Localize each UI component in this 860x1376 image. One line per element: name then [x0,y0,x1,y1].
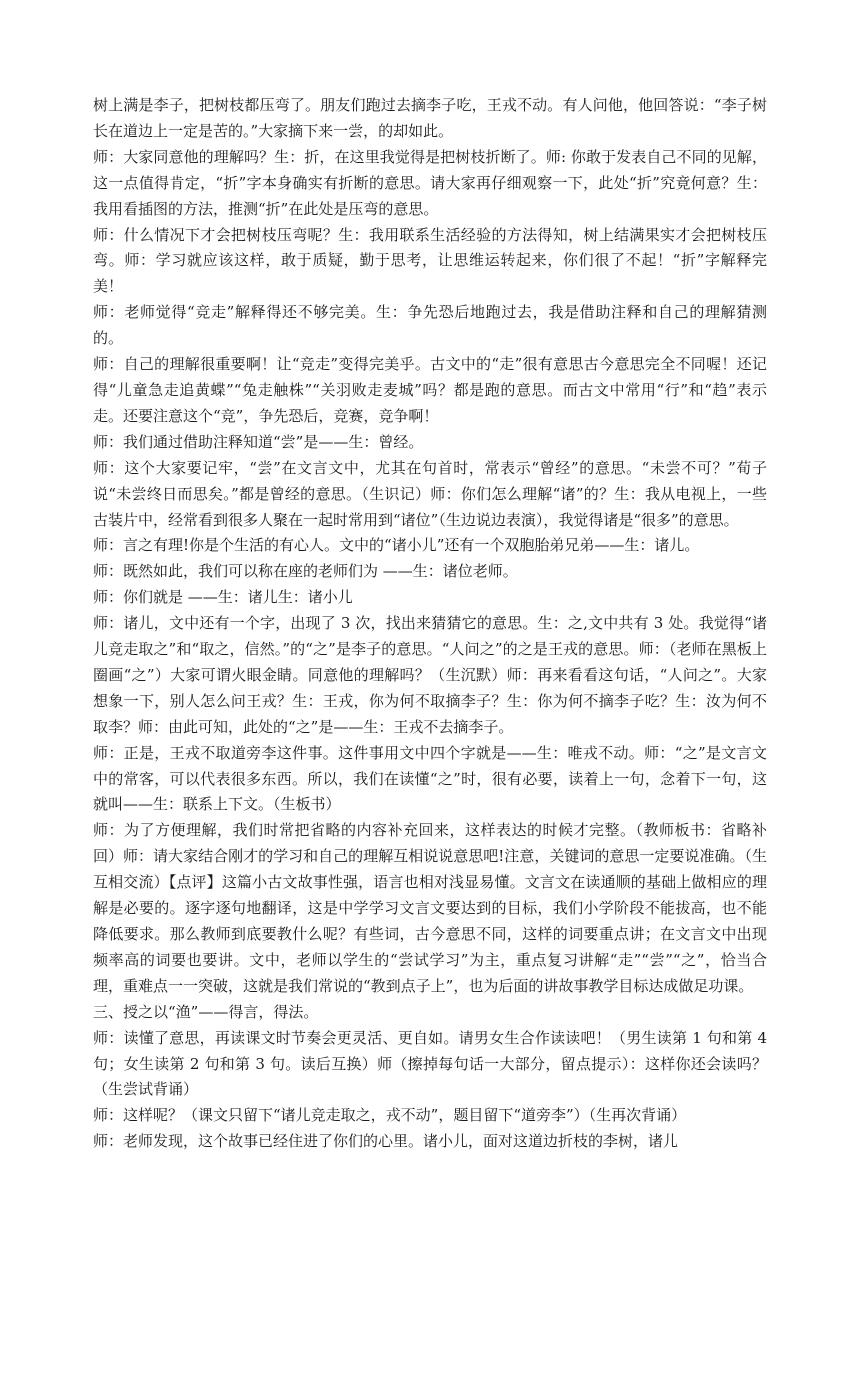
paragraph-zhuxiaoer: 师：你们就是 ——生：诸儿生：诸小儿 [93,588,353,607]
paragraph-group-reading: 师：读懂了意思，再读课文时节奏会更灵活、更自如。请男女生合作读读吧！（男生读第 1 句和第 4 句；女生读第 2 句和第 3 句。读后互换）师（擦掉每句话一大部分，留点提示）：这样你还会读吗？（生尝试背诵） [93,1028,767,1099]
paragraph-zhuwei-teachers: 师：既然如此，我们可以称在座的老师们为 ——生：诸位老师。 [93,562,518,581]
paragraph-branch-bending: 师：什么情况下才会把树枝压弯呢？生：我用联系生活经验的方法得知，树上结满果实才会把树枝压弯。师：学习就应该这样，敢于质疑，勤于思考，让思维运转起来，你们很了不起！“折”字解释完美！ [93,225,767,296]
paragraph-chang-zhu-meaning: 师：这个大家要记牢，“尝”在文言文中，尤其在句首时，常表示“曾经”的意思。“未尝不可？”荀子说“未尝终日而思矣。”都是曾经的意思。（生识记）师：你们怎么理解“诸”的？生：我从电视上，一些古装片中，经常看到很多人聚在一起时常用到“诸位”（生边说边表演），我觉得诸是“很多”的意思。 [93,458,767,529]
paragraph-zou-meaning: 师：自己的理解很重要啊！让“竞走”变得完美乎。古文中的“走”很有意思古今意思完全不同喔！还记得“儿童急走追黄蝶”“兔走触株”“关羽败走麦城”吗？都是跑的意思。而古文中常用“行”和“趋”表示走。还要注意这个“竞”，争先恐后，竞赛，竞争啊！ [93,355,767,425]
paragraph-closing: 师：老师发现，这个故事已经住进了你们的心里。诸小儿，面对这道边折枝的李树，诸儿 [93,1132,679,1151]
document-page [93,93,767,1155]
paragraph-zhi-meaning: 师：诸儿，文中还有一个字，出现了 3 次，找出来猜猜它的意思。生：之,文中共有 3 处。我觉得“诸儿竞走取之”和“取之，信然。”的“之”是李子的意思。“人问之”的之是王戎的意思。师：（老师在黑板上圈画“之”）大家可谓火眼金睛。同意他的理解吗？（生沉默）师：再来看看这句话，“人问之”。大家想象一下，别人怎么问王戎？生：王戎，你为何不取摘李子？生：你为何不摘李子吃？生：汝为何不取李？师：由此可知，此处的“之”是——生：王戎不去摘李子。 [93,614,767,736]
paragraph-zhuer: 师：言之有理!你是个生活的有心人。文中的“诸小儿”还有一个双胞胎弟兄弟——生：诸儿。 [93,536,700,555]
paragraph-jingzou-intro: 师：老师觉得“竞走”解释得还不够完美。生：争先恐后地跑过去，我是借助注释和自己的理解猜测的。 [93,303,767,348]
paragraph-plums-story: 树上满是李子，把树枝都压弯了。朋友们跑过去摘李子吃，王戎不动。有人问他，他回答说：“李子树长在道边上一定是苦的。”大家摘下来一尝，的却如此。 [93,96,767,140]
paragraph-context-reading: 师：正是，王戎不取道旁李这件事。这件事用文中四个字就是——生：唯戎不动。师：“之”是文言文中的常客，可以代表很多东西。所以，我们在读懂“之”时，很有必要，读着上一句，念着下一句，这就叫——生：联系上下文。（生板书） [93,743,767,814]
paragraph-recitation: 师：这样呢？（课文只留下“诸儿竞走取之，戎不动”，题目留下“道旁李”）（生再次背诵） [93,1106,687,1125]
paragraph-commentary: 师：为了方便理解，我们时常把省略的内容补充回来，这样表达的时候才完整。（教师板书：省略补回）师：请大家结合刚才的学习和自己的理解互相说说意思吧!注意，关键词的意思一定要说准确。（生互相交流）【点评】这篇小古文故事性强，语言也相对浅显易懂。文言文在读通顺的基础上做相应的理解是必要的。逐字逐句地翻译，这是中学学习文言文要达到的目标，我们小学阶段不能拔高，也不能降低要求。那么教师到底要教什么呢？有些词，古今意思不同，这样的词要重点讲；在文言文中出现频率高的词要也要讲。文中，老师以学生的“尝试学习”为主，重点复习讲解“走”“尝”“之”，恰当合理，重难点一一突破，这就是我们常说的“教到点子上”，也为后面的讲故事教学目标达成做足功课。 [93,821,767,995]
paragraph-chang-intro: 师：我们通过借助注释知道“尝”是——生：曾经。 [93,432,424,451]
paragraph-zhe-discussion: 师：大家同意他的理解吗？生：折，在这里我觉得是把树枝折断了。师: 你敢于发表自己不同的见解，这一点值得肯定，“折”字本身确实有折断的意思。请大家再仔细观察一下，此处“折”究竟何意？生：我用看插图的方法，推测“折”在此处是压弯的意思。 [93,147,767,218]
section-heading-three: 三、授之以“渔”——得言，得法。 [93,1002,319,1021]
